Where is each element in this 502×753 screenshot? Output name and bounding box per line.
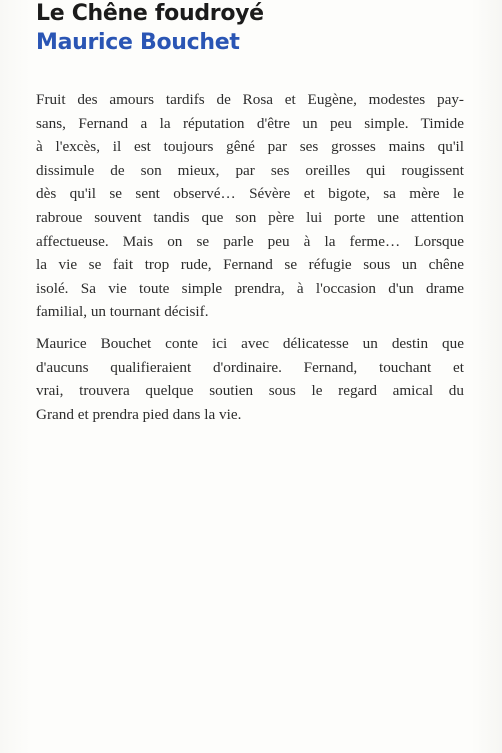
blurb-line: vrai, trouvera quelque soutien sous le regard amical du <box>36 382 464 400</box>
blurb-line: familial, un tournant décisif. <box>36 303 209 321</box>
blurb-paragraph-2 <box>36 332 464 426</box>
blurb-line: Fruit des amours tardifs de Rosa et Eugène, modestes pay- <box>36 91 464 108</box>
blurb-line: Maurice Bouchet conte ici avec délicatesse un destin que <box>36 334 464 352</box>
blurb-line: affectueuse. Mais on se parle peu à la ferme… Lorsque <box>36 232 464 250</box>
blurb <box>36 88 464 426</box>
blurb-line: à l'excès, il est toujours gêné par ses grosses mains qu'il <box>36 138 464 156</box>
blurb-line: isolé. Sa vie toute simple prendra, à l'occasion d'un drame <box>36 279 464 297</box>
blurb-line: rabroue souvent tandis que son père lui porte une attention <box>36 208 464 226</box>
blurb-line: dissimule de son mieux, par ses oreilles qui rougissent <box>36 161 464 179</box>
book-title: Le Chêne foudroyé <box>36 1 264 26</box>
blurb-line: sans, Fernand a la réputation d'être un peu simple. Timide <box>36 114 464 132</box>
blurb-line: dès qu'il se sent observé… Sévère et bigote, sa mère le <box>36 185 464 203</box>
blurb-line: la vie se fait trop rude, Fernand se réfugie sous un chêne <box>36 256 464 274</box>
blurb-line: d'aucuns qualifieraient d'ordinaire. Fernand, touchant et <box>36 358 464 376</box>
blurb-line: Grand et prendra pied dans la vie. <box>36 405 242 423</box>
blurb-paragraph-1 <box>36 88 464 324</box>
book-author: Maurice Bouchet <box>36 30 240 55</box>
